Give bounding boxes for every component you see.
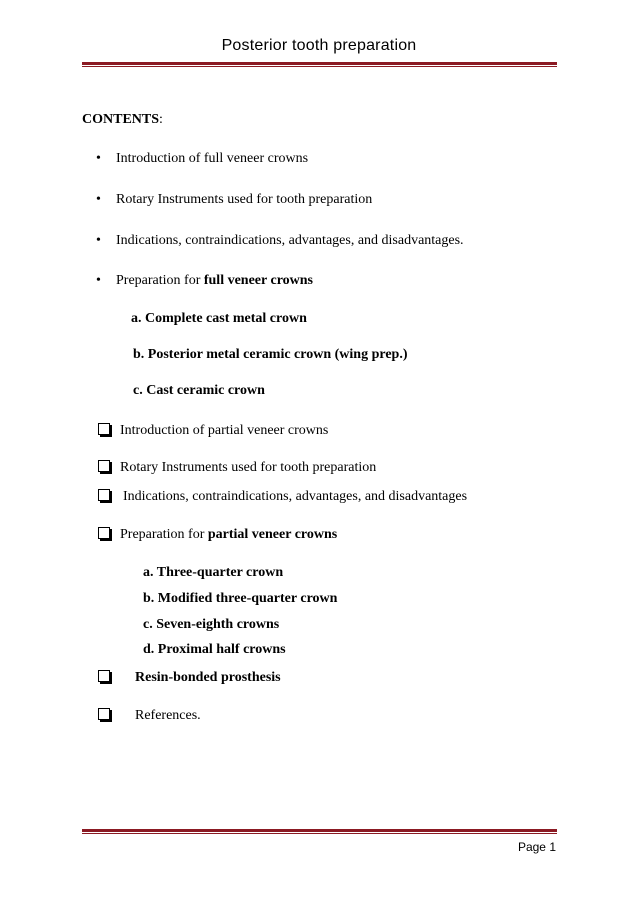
sub-list-item: c. Cast ceramic crown: [133, 383, 265, 398]
list-item: [98, 670, 281, 686]
list-item: [96, 233, 464, 249]
list-item: [96, 273, 313, 289]
list-item: [98, 423, 328, 439]
square-bullet-icon: [98, 489, 110, 501]
list-item-prefix: Preparation for: [120, 527, 208, 542]
bullet-icon: •: [96, 273, 101, 288]
list-item-bold: partial veneer crowns: [207, 527, 338, 542]
list-item-text: Rotary Instruments used for tooth preparation: [120, 460, 377, 475]
list-item: [98, 460, 376, 476]
list-item-text: Introduction of full veneer crowns: [116, 151, 309, 166]
square-bullet-icon: [98, 670, 110, 682]
list-item-bold: full veneer crowns: [203, 273, 313, 288]
list-item: [98, 489, 467, 505]
list-item-text: Indications, contraindications, advantages, and disadvantages: [123, 489, 468, 504]
square-bullet-icon: [98, 527, 110, 539]
square-bullet-icon: [98, 708, 110, 720]
contents-heading: [82, 112, 163, 128]
list-item-text: Rotary Instruments used for tooth preparation: [116, 192, 373, 207]
square-bullet-icon: [98, 460, 110, 472]
sub-list-item: a. Three-quarter crown: [143, 565, 284, 580]
list-item: [98, 708, 201, 724]
sub-list-item: d. Proximal half crowns: [143, 642, 286, 657]
bullet-icon: •: [96, 151, 101, 166]
header-divider: [82, 62, 557, 67]
page-number: Page 1: [517, 840, 556, 854]
page-header-title: Posterior tooth preparation: [221, 37, 417, 54]
list-item-text: Resin-bonded prosthesis: [135, 670, 281, 685]
footer-divider: [82, 829, 557, 834]
list-item-text: Introduction of partial veneer crowns: [120, 423, 329, 438]
list-item: [96, 192, 372, 208]
sub-list-item: a. Complete cast metal crown: [131, 311, 307, 326]
sub-list-item: c. Seven-eighth crowns: [143, 617, 280, 632]
list-item-text: References.: [135, 708, 201, 723]
contents-heading-label: CONTENTS: [82, 112, 160, 127]
bullet-icon: •: [96, 192, 101, 207]
bullet-icon: •: [96, 233, 101, 248]
sub-list-item: b. Modified three-quarter crown: [143, 591, 338, 606]
contents-heading-colon: :: [159, 112, 163, 127]
list-item: [98, 527, 337, 543]
square-bullet-icon: [98, 423, 110, 435]
list-item-prefix: Preparation for: [116, 273, 204, 288]
list-item-text: Indications, contraindications, advantages, and disadvantages.: [116, 233, 464, 248]
sub-list-item: b. Posterior metal ceramic crown (wing prep.): [133, 347, 408, 362]
list-item: [96, 151, 308, 167]
